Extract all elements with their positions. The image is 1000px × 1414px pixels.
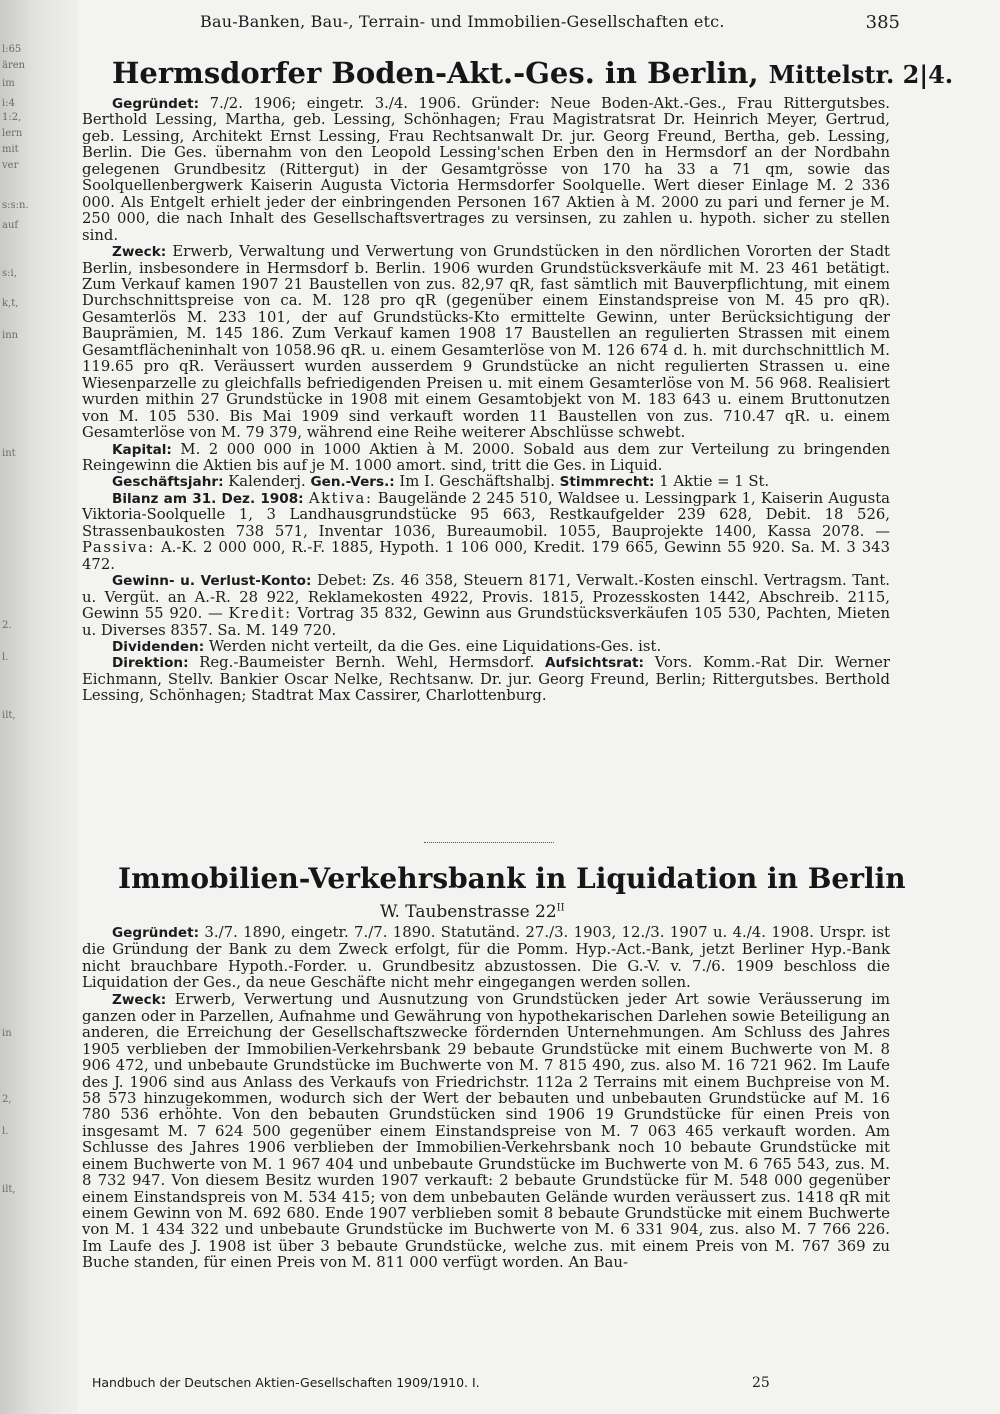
- section-gegruendet: [82, 924, 890, 991]
- address-floor: II: [556, 902, 565, 914]
- gutter-fragment: l.: [2, 1126, 9, 1137]
- section-direktion: [82, 655, 890, 704]
- section-text: Werden nicht verteilt, da die Ges. eine Liquidations-Ges. ist.: [204, 637, 662, 655]
- section-text: Im I. Geschäftshalbj.: [394, 473, 560, 491]
- gutter-fragment: s:i,: [2, 268, 17, 279]
- section-label: Geschäftsjahr:: [112, 474, 224, 491]
- section-gegruendet: [82, 96, 890, 244]
- section-geschaeftsjahr: [82, 474, 890, 490]
- section-divider: [424, 842, 554, 844]
- gutter-fragment: s:s:n.: [2, 200, 29, 211]
- gutter-fragment: 2.: [2, 620, 12, 631]
- gutter-fragment: int: [2, 448, 16, 459]
- street-address: W. Taubenstrasse 22: [380, 902, 557, 922]
- company-address: Mittelstr. 2|4.: [768, 60, 954, 89]
- entry-title-immobilien-verkehrsbank: Immobilien-Verkehrsbank in Liquidation in Berlin: [118, 862, 906, 895]
- gutter-fragment: l:65: [2, 44, 22, 55]
- gutter-fragment: mit: [2, 144, 19, 155]
- section-text: 7./2. 1906; eingetr. 3./4. 1906. Gründer: Neue Boden-Akt.-Ges., Frau Rittergutsbes. Berthold Lessing, Martha, geb. Lessing, Schönhagen; Frau Magistratsrat Dr. Heinrich Meyer, Gertrud, geb. Lessing, Architekt Ernst Lessing, Frau Rechtsanwalt Dr. jur. Georg Freund, Bertha, geb. Lessing, Berlin. Die Ges. übernahm von den Leopold Lessing'schen Erben den in Hermsdorf an der Nordbahn gelegenen Grundbesitz (Rittergut) in der Gesamtgrösse von 170 ha 33 a 71 qm, sowie das Soolquellenbergwerk Kaiserin Augusta Victoria Hermsdorfer Soolquelle. Wert dieser Einlage M. 2 336 000. Als Entgelt erhielt jeder der einbringenden Personen 167 Aktien à M. 2000 zu pari und ferner je M. 250 000, die nach Inhalt des Gesellschaftsvertrages zu versinsen, zu zahlen u. hypoth. sicher zu stellen sind.: [82, 95, 890, 244]
- gutter-fragment: ilt,: [2, 1184, 16, 1195]
- entry-body-immobilien-verkehrsbank: [82, 924, 890, 1271]
- gutter-fragment: auf: [2, 220, 19, 231]
- gutter-fragment: im: [2, 78, 15, 89]
- gutter-fragment: l.: [2, 652, 9, 663]
- section-label: Zweck:: [112, 244, 167, 261]
- section-text: Erwerb, Verwertung und Ausnutzung von Grundstücken jeder Art sowie Veräusserung im ganzen oder in Parzellen, Aufnahme und Gewährung von hypothekarischen Darlehen sowie Beteiligung an anderen, die Erreichung der Gesellschaftszwecke fördernden Unternehmungen. Am Schluss des Jahres 1905 verblieben der Immobilien-Verkehrsbank 29 bebaute Grundstücke mit einem Buchwerte von M. 8 906 472, und unbebaute Grundstücke im Buchwerte von M. 7 815 490, zus. also M. 16 721 962. Im Laufe des J. 1906 sind aus Anlass des Verkaufs von Friedrichstr. 112a 2 Terrains mit einem Buchpreise von M. 58 573 hinzugekommen, wodurch sich der Wert der bebauten und unbebauten Grundstücke auf M. 16 780 536 erhöhte. Von den bebauten Grundstücken sind 1906 19 Grundstücke für einen Preis von insgesamt M. 7 624 500 gegenüber einem Einstandspreise von M. 7 063 465 verkauft worden. Am Schlusse des Jahres 1906 verblieben der Immobilien-Verkehrsbank noch 10 bebaute Grundstücke mit einem Buchwerte von M. 1 967 404 und unbebaute Grundstücke im Buchwerte von M. 6 765 543, zus. M. 8 732 947. Von diesem Besitz wurden 1907 verkauft: 2 bebaute Grundstücke für M. 548 000 gegenüber einem Einstandspreis von M. 534 415; von dem unbebauten Gelände wurden veräussert zus. 1418 qR mit einem Gewinn von M. 692 680. Ende 1907 verblieben somit 8 bebaute Grundstücke mit einem Buchwerte von M. 1 434 322 und unbebaute Grundstücke im Buchwerte von M. 6 331 904, zus. also M. 7 766 226. Im Laufe des J. 1908 ist über 3 bebaute Grundstücke, welche zus. mit einem Preis von M. 767 369 zu Buche standen, für einen Preis von M. 811 000 verfügt worden. An Bau-: [82, 989, 890, 1272]
- section-label: Gegründet:: [112, 925, 200, 941]
- section-zweck: [82, 991, 890, 1271]
- section-label: Gewinn- u. Verlust-Konto:: [112, 573, 312, 590]
- section-gewinn-verlust: [82, 573, 890, 639]
- section-text: Vors. Komm.-Rat Dir. Werner Eichmann, Stellv. Bankier Oscar Nelke, Rechtsanw. Dr. jur. Georg Freund, Berlin; Rittergutsbes. Berthold Lessing, Schönhagen; Stadtrat Max Cassirer, Charlottenburg.: [82, 654, 890, 705]
- section-label: Zweck:: [112, 991, 167, 1008]
- spaced-label: Aktiva:: [308, 489, 373, 507]
- section-zweck: [82, 244, 890, 441]
- entry-body-hermsdorfer: [82, 96, 890, 705]
- publication-title: Handbuch der Deutschen Aktien-Gesellschaften 1909/1910. I.: [92, 1375, 480, 1390]
- section-label: Aufsichtsrat:: [544, 655, 644, 672]
- signature-mark: 25: [752, 1375, 770, 1391]
- company-name: Hermsdorfer Boden-Akt.-Ges. in Berlin,: [112, 56, 759, 90]
- section-kapital: [82, 442, 890, 475]
- section-text: Debet: Zs. 46 358, Steuern 8171, Verwalt.-Kosten einschl. Vertragsm. Tant. u. Vergüt. an A.-R. 28 922, Reklamekosten 4922, Provis. 1815, Prozesskosten 1442, Abschreib. 2115, Gewinn 55 920. —: [82, 572, 890, 623]
- gutter-fragment: lern: [2, 128, 23, 139]
- running-title: Bau-Banken, Bau-, Terrain- und Immobilien-Gesellschaften etc.: [200, 12, 725, 31]
- gutter-fragment: ver: [2, 160, 19, 171]
- gutter-fragment: i:4: [2, 98, 15, 109]
- entry-title-hermsdorfer: [112, 56, 953, 90]
- section-dividenden: [82, 639, 890, 655]
- gutter-fragment: 1:2,: [2, 112, 22, 123]
- page-footer: [92, 1375, 792, 1395]
- spaced-label: Passiva:: [82, 539, 155, 557]
- section-text: Erwerb, Verwaltung und Verwertung von Grundstücken in den nördlichen Vororten der Stadt Berlin, insbesondere in Hermsdorf b. Berlin. 1906 wurden Grundstücksverkäufe mit M. 23 461 betätigt. Zum Verkauf kamen 1907 21 Baustellen von zus. 82,97 qR, fast sämtlich mit Bauverpflichtung, mit einem Durchschnittspreise von ca. M. 128 pro qR (gegenüber einem Einstandspreise von M. 45 pro qR). Gesamterlös M. 233 101, der auf Grundstücks-Kto ermittelte Gewinn, unter Berücksichtigung der Bauprämien, M. 145 186. Zum Verkauf kamen 1908 17 Baustellen an regulierten Strassen mit einem Gesamtflächeninhalt von 1058.96 qR. u. einem Gesamterlöse von M. 126 674 d. h. mit durchschnittlich M. 119.65 pro qR. Veräussert wurden ausserdem 9 Grundstücke an nicht regulierten Strassen u. eine Wiesenparzelle zu gleichfalls befriedigenden Preisen u. mit einem Gesamterlöse von M. 56 968. Realisiert wurden mithin 27 Grundstücke in 1908 mit einem Gesamtobjekt von M. 183 643 u. einem Bruttonutzen von M. 105 530. Bis Mai 1909 sind verkauft worden 11 Baustellen von zus. 710.47 qR. u. einem Gesamterlöse von M. 79 379, während eine Reihe weiterer Abschlüsse schwebt.: [82, 243, 890, 442]
- section-label: Direktion:: [112, 655, 189, 672]
- gutter-fragment: ilt,: [2, 710, 16, 721]
- section-label: Kapital:: [112, 441, 172, 458]
- section-text: 1 Aktie = 1 St.: [654, 473, 770, 491]
- section-text: 3./7. 1890, eingetr. 7./7. 1890. Statutänd. 27./3. 1903, 12./3. 1907 u. 4./4. 1908. Urspr. ist die Gründung der Bank zu dem Zweck erfolgt, für die Pomm. Hyp.-Act.-Bank, jetzt Berliner Hyp.-Bank nicht brauchbare Hypoth.-Forder. u. Grundbesitz abzustossen. Die G.-V. v. 7./6. 1909 beschloss die Liquidation der Ges., da neue Geschäfte nicht mehr eingegangen werden sollen.: [82, 923, 890, 992]
- section-label: Gegründet:: [112, 96, 200, 112]
- section-text: Kalenderj.: [223, 473, 311, 491]
- gutter-fragment: inn: [2, 330, 19, 341]
- section-bilanz: [82, 491, 890, 573]
- section-text: M. 2 000 000 in 1000 Aktien à M. 2000. Sobald aus dem zur Verteilung zu bringenden Reingewinn die Aktien bis auf je M. 1000 amort. sind, tritt die Ges. in Liquid.: [82, 440, 890, 474]
- section-label: Stimmrecht:: [559, 474, 655, 491]
- section-text: A.-K. 2 000 000, R.-F. 1885, Hypoth. 1 106 000, Kredit. 179 665, Gewinn 55 920. Sa. M. 3 343 472.: [82, 539, 890, 573]
- gutter-fragment: in: [2, 1028, 12, 1039]
- company-address: [380, 902, 565, 922]
- page-number: 385: [865, 12, 900, 33]
- binding-gutter: [0, 0, 78, 1414]
- gutter-fragment: k,t,: [2, 298, 19, 309]
- spaced-label: Kredit:: [228, 605, 292, 623]
- section-text: Reg.-Baumeister Bernh. Wehl, Hermsdorf.: [188, 654, 545, 672]
- section-text: Vortrag 35 832, Gewinn aus Grundstücksverkäufen 105 530, Pachten, Mieten u. Diverses 8357. Sa. M. 149 720.: [82, 605, 891, 639]
- gutter-fragment: 2,: [2, 1094, 12, 1105]
- gutter-fragment: ären: [2, 60, 26, 71]
- section-label: Dividenden:: [112, 638, 205, 655]
- section-text: Baugelände 2 245 510, Waldsee u. Lessingpark 1, Kaiserin Augusta Viktoria-Soolquelle 1, 3 Landhausgrundstücke 95 663, Restkaufgelder 239 628, Debit. 18 526, Strassenbaukosten 738 571, Inventar 1036, Bureaumobil. 1055, Bauprojekte 1400, Kassa 2078. —: [82, 489, 890, 540]
- running-header: [200, 10, 900, 40]
- section-label: Gen.-Vers.:: [310, 474, 395, 491]
- section-label: Bilanz am 31. Dez. 1908:: [112, 490, 304, 507]
